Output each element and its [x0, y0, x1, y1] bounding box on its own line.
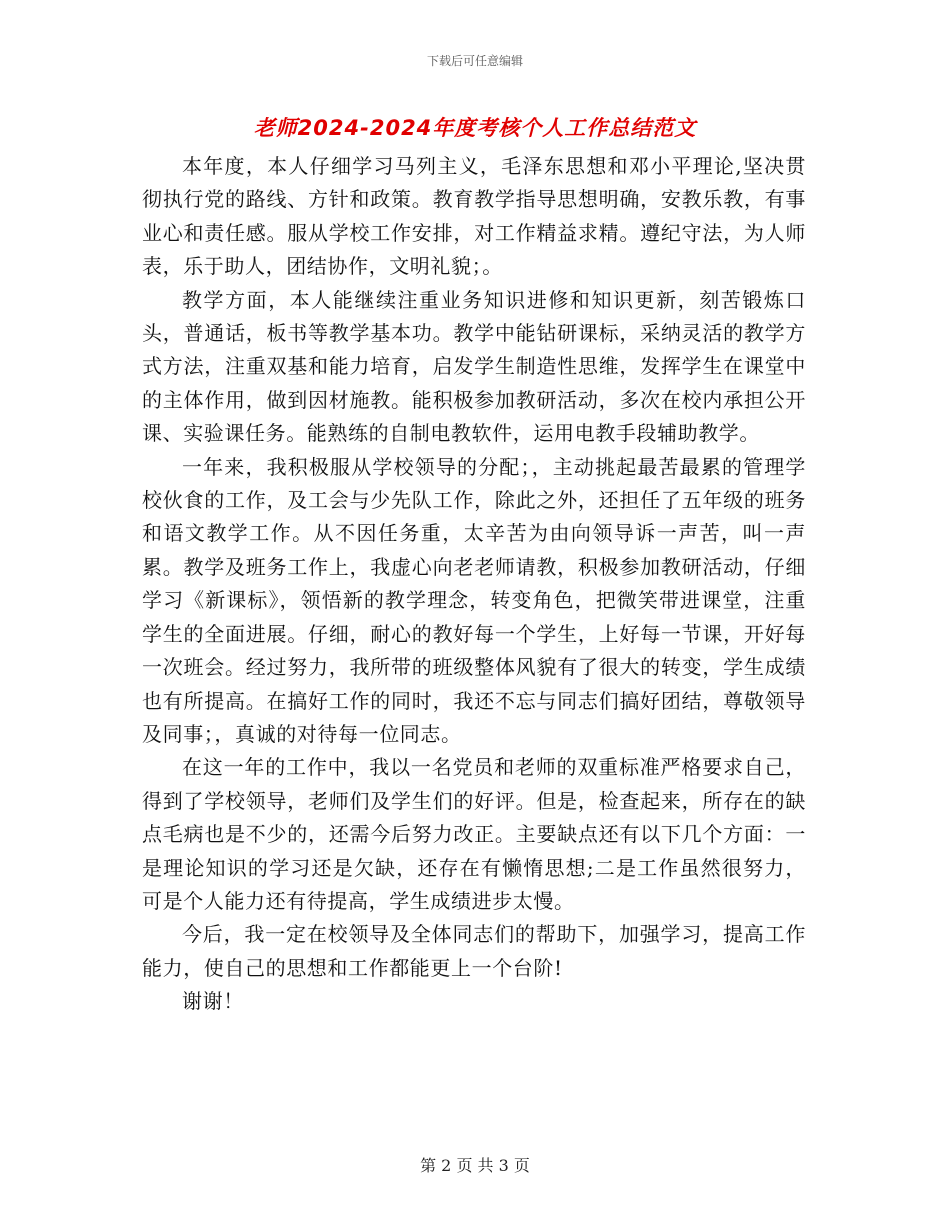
header-note: 下载后可任意编辑 [426, 54, 523, 68]
document-title: 老师2024-2024年度考核个人工作总结范文 [253, 116, 697, 140]
paragraph-6: 谢谢！ [182, 989, 244, 1014]
paragraph-3: 一年来，我积极服从学校领导的分配；，主动挑起最苦最累的管理学校伙食的工作，及工会与少先队工作，除此之外，还担任了五年级的班务和语文教学工作。从不因任务重，太辛苦为由向领导诉一声苦，叫一声累。教学及班务工作上，我虚心向老老师请教，积极参加教研活动，仔细学习《新课标》，领悟新的教学理念，转变角色，把微笑带进课堂，注重学生的全面进展。仔细，耐心的教好每一个学生，上好每一节课，开好每一次班会。经过努力，我所带的班级整体风貌有了很大的转变，学生成绩也有所提高。在搞好工作的同时，我还不忘与同志们搞好团结，尊敬领导及同事；，真诚的对待每一位同志。 [142, 454, 806, 746]
paragraph-1: 本年度，本人仔细学习马列主义，毛泽东思想和邓小平理论,坚决贯彻执行党的路线、方针和政策。教育教学指导思想明确，安教乐教，有事业心和责任感。服从学校工作安排，对工作精益求精。遵纪守法，为人师表，乐于助人，团结协作，文明礼貌；。 [142, 154, 806, 279]
paragraph-5: 今后，我一定在校领导及全体同志们的帮助下，加强学习，提高工作能力，使自己的思想和工作都能更上一个台阶! [142, 922, 806, 980]
paragraph-4: 在这一年的工作中，我以一名党员和老师的双重标准严格要求自己，得到了学校领导，老师们及学生们的好评。但是，检查起来，所存在的缺点毛病也是不少的，还需今后努力改正。主要缺点还有以下几个方面：一是理论知识的学习还是欠缺，还存在有懒惰思想;二是工作虽然很努力，可是个人能力还有待提高，学生成绩进步太慢。 [142, 755, 806, 913]
paragraph-2: 教学方面，本人能继续注重业务知识进修和知识更新，刻苦锻炼口头，普通话，板书等教学基本功。教学中能钻研课标，采纳灵活的教学方式方法，注重双基和能力培育，启发学生制造性思维，发挥学生在课堂中的主体作用，做到因材施教。能积极参加教研活动，多次在校内承担公开课、实验课任务。能熟练的自制电教软件，运用电教手段辅助教学。 [142, 287, 806, 446]
page-number-footer: 第 2 页 共 3 页 [420, 1156, 530, 1175]
document-body [142, 150, 806, 1019]
